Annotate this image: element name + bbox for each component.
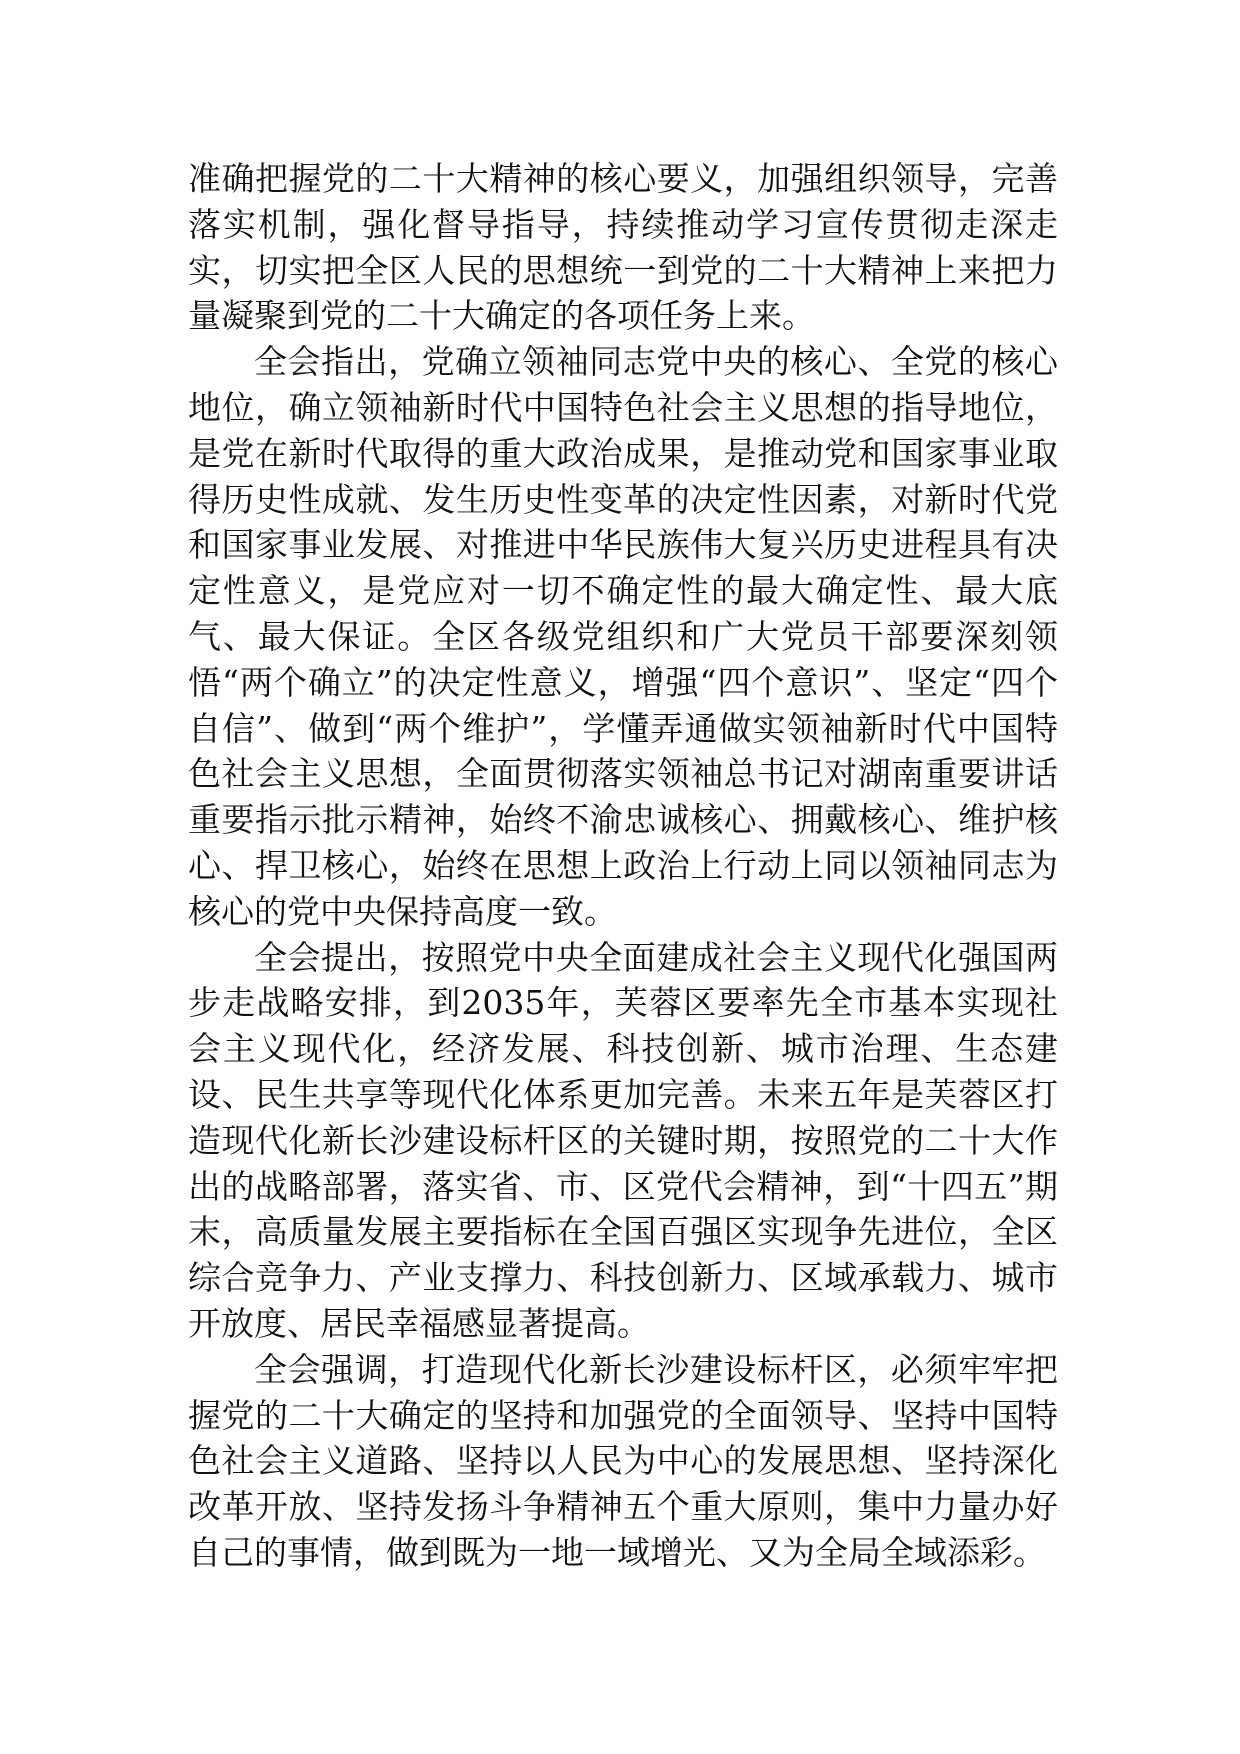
paragraph-plenum-proposes: 全会提出，按照党中央全面建成社会主义现代化强国两步走战略安排，到2035年，芙蓉区要率先全市基本实现社会主义现代化，经济发展、科技创新、城市治理、生态建设、民生共享等现代化体系更加完善。未来五年是芙蓉区打造现代化新长沙建设标杆区的关键时期，按照党的二十大作出的战略部署，落实省、市、区党代会精神，到“十四五”期末，高质量发展主要指标在全国百强区实现争先进位，全区综合竞争力、产业支撑力、科技创新力、区域承载力、城市开放度、居民幸福感显著提高。 bbox=[188, 937, 1058, 1343]
paragraph-plenum-emphasizes: 全会强调，打造现代化新长沙建设标杆区，必须牢牢把握党的二十大确定的坚持和加强党的全面领导、坚持中国特色社会主义道路、坚持以人民为中心的发展思想、坚持深化改革开放、坚持发扬斗争精神五个重大原则，集中力量办好自己的事情，做到既为一地一域增光、又为全局全域添彩。 bbox=[188, 1349, 1058, 1572]
document-body bbox=[188, 156, 1058, 1576]
paragraph-plenum-points-out: 全会指出，党确立领袖同志党中央的核心、全党的核心地位，确立领袖新时代中国特色社会主义思想的指导地位，是党在新时代取得的重大政治成果，是推动党和国家事业取得历史性成就、发生历史性变革的决定性因素，对新时代党和国家事业发展、对推进中华民族伟大复兴历史进程具有决定性意义，是党应对一切不确定性的最大确定性、最大底气、最大保证。全区各级党组织和广大党员干部要深刻领悟“两个确立”的决定性意义，增强“四个意识”、坚定“四个自信”、做到“两个维护”，学懂弄通做实领袖新时代中国特色社会主义思想，全面贯彻落实领袖总书记对湖南重要讲话重要指示批示精神，始终不渝忠诚核心、拥戴核心、维护核心、捍卫核心，始终在思想上政治上行动上同以领袖同志为核心的党中央保持高度一致。 bbox=[188, 342, 1058, 931]
paragraph-continuation: 准确把握党的二十大精神的核心要义，加强组织领导，完善落实机制，强化督导指导，持续推动学习宣传贯彻走深走实，切实把全区人民的思想统一到党的二十大精神上来把力量凝聚到党的二十大确定的各项任务上来。 bbox=[188, 159, 1058, 336]
